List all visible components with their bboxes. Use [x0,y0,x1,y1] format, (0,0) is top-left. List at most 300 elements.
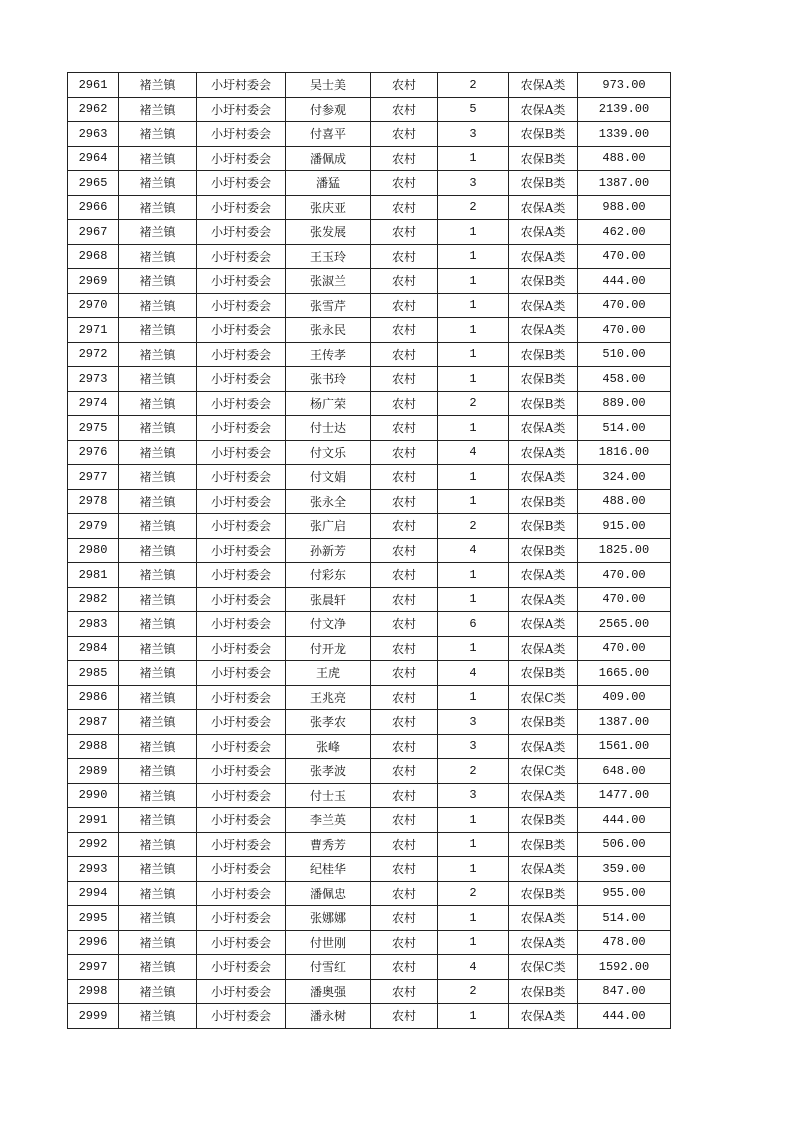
amount-cell: 506.00 [578,832,671,857]
amount-cell: 1561.00 [578,734,671,759]
household-type-cell: 农村 [371,661,438,686]
family-size-cell: 3 [438,783,509,808]
name-cell: 孙新芳 [286,538,371,563]
row-number-cell: 2993 [68,857,119,882]
category-cell: 农保A类 [509,930,578,955]
row-number-cell: 2971 [68,318,119,343]
family-size-cell: 1 [438,808,509,833]
row-number-cell: 2972 [68,342,119,367]
table-row [68,955,671,980]
town-cell: 褚兰镇 [119,710,197,735]
family-size-cell: 4 [438,661,509,686]
row-number-cell: 2978 [68,489,119,514]
village-committee-cell: 小圩村委会 [197,73,286,98]
name-cell: 王传孝 [286,342,371,367]
name-cell: 张永民 [286,318,371,343]
town-cell: 褚兰镇 [119,73,197,98]
category-cell: 农保B类 [509,489,578,514]
village-committee-cell: 小圩村委会 [197,710,286,735]
table-row [68,220,671,245]
row-number-cell: 2964 [68,146,119,171]
town-cell: 褚兰镇 [119,122,197,147]
household-type-cell: 农村 [371,146,438,171]
town-cell: 褚兰镇 [119,293,197,318]
amount-cell: 458.00 [578,367,671,392]
amount-cell: 2139.00 [578,97,671,122]
family-size-cell: 1 [438,367,509,392]
name-cell: 潘佩忠 [286,881,371,906]
category-cell: 农保A类 [509,612,578,637]
town-cell: 褚兰镇 [119,171,197,196]
row-number-cell: 2977 [68,465,119,490]
row-number-cell: 2976 [68,440,119,465]
household-type-cell: 农村 [371,906,438,931]
village-committee-cell: 小圩村委会 [197,808,286,833]
category-cell: 农保A类 [509,734,578,759]
category-cell: 农保A类 [509,440,578,465]
category-cell: 农保B类 [509,979,578,1004]
village-committee-cell: 小圩村委会 [197,955,286,980]
amount-cell: 470.00 [578,636,671,661]
village-committee-cell: 小圩村委会 [197,906,286,931]
town-cell: 褚兰镇 [119,587,197,612]
town-cell: 褚兰镇 [119,391,197,416]
amount-cell: 444.00 [578,808,671,833]
name-cell: 王虎 [286,661,371,686]
family-size-cell: 1 [438,416,509,441]
town-cell: 褚兰镇 [119,367,197,392]
family-size-cell: 4 [438,538,509,563]
name-cell: 张广启 [286,514,371,539]
household-type-cell: 农村 [371,857,438,882]
amount-cell: 1665.00 [578,661,671,686]
household-type-cell: 农村 [371,612,438,637]
category-cell: 农保B类 [509,342,578,367]
row-number-cell: 2991 [68,808,119,833]
town-cell: 褚兰镇 [119,759,197,784]
table-row [68,269,671,294]
amount-cell: 470.00 [578,563,671,588]
category-cell: 农保A类 [509,293,578,318]
town-cell: 褚兰镇 [119,685,197,710]
table-row [68,146,671,171]
category-cell: 农保A类 [509,220,578,245]
amount-cell: 1387.00 [578,171,671,196]
name-cell: 付文娟 [286,465,371,490]
category-cell: 农保B类 [509,881,578,906]
village-committee-cell: 小圩村委会 [197,881,286,906]
amount-cell: 514.00 [578,906,671,931]
town-cell: 褚兰镇 [119,930,197,955]
category-cell: 农保B类 [509,146,578,171]
village-committee-cell: 小圩村委会 [197,489,286,514]
name-cell: 付雪红 [286,955,371,980]
row-number-cell: 2973 [68,367,119,392]
row-number-cell: 2962 [68,97,119,122]
town-cell: 褚兰镇 [119,269,197,294]
amount-cell: 847.00 [578,979,671,1004]
row-number-cell: 2999 [68,1004,119,1029]
name-cell: 付参观 [286,97,371,122]
family-size-cell: 1 [438,930,509,955]
village-committee-cell: 小圩村委会 [197,244,286,269]
household-type-cell: 农村 [371,538,438,563]
town-cell: 褚兰镇 [119,734,197,759]
row-number-cell: 2966 [68,195,119,220]
category-cell: 农保A类 [509,857,578,882]
row-number-cell: 2988 [68,734,119,759]
table-row [68,881,671,906]
town-cell: 褚兰镇 [119,636,197,661]
name-cell: 张孝农 [286,710,371,735]
village-committee-cell: 小圩村委会 [197,636,286,661]
family-size-cell: 2 [438,759,509,784]
table-row [68,391,671,416]
village-committee-cell: 小圩村委会 [197,930,286,955]
household-type-cell: 农村 [371,832,438,857]
village-committee-cell: 小圩村委会 [197,734,286,759]
name-cell: 付喜平 [286,122,371,147]
category-cell: 农保C类 [509,685,578,710]
family-size-cell: 2 [438,514,509,539]
table-row [68,832,671,857]
town-cell: 褚兰镇 [119,465,197,490]
household-type-cell: 农村 [371,122,438,147]
amount-cell: 915.00 [578,514,671,539]
amount-cell: 1387.00 [578,710,671,735]
town-cell: 褚兰镇 [119,563,197,588]
name-cell: 王玉玲 [286,244,371,269]
town-cell: 褚兰镇 [119,195,197,220]
household-type-cell: 农村 [371,881,438,906]
category-cell: 农保B类 [509,808,578,833]
household-type-cell: 农村 [371,391,438,416]
amount-cell: 514.00 [578,416,671,441]
household-type-cell: 农村 [371,318,438,343]
amount-cell: 488.00 [578,489,671,514]
row-number-cell: 2983 [68,612,119,637]
category-cell: 农保C类 [509,955,578,980]
town-cell: 褚兰镇 [119,857,197,882]
table-row [68,342,671,367]
row-number-cell: 2992 [68,832,119,857]
village-committee-cell: 小圩村委会 [197,979,286,1004]
village-committee-cell: 小圩村委会 [197,318,286,343]
family-size-cell: 4 [438,955,509,980]
household-type-cell: 农村 [371,269,438,294]
family-size-cell: 1 [438,563,509,588]
household-type-cell: 农村 [371,563,438,588]
row-number-cell: 2974 [68,391,119,416]
category-cell: 农保B类 [509,391,578,416]
family-size-cell: 1 [438,1004,509,1029]
category-cell: 农保B类 [509,367,578,392]
village-committee-cell: 小圩村委会 [197,440,286,465]
table-row [68,318,671,343]
category-cell: 农保B类 [509,122,578,147]
name-cell: 潘佩成 [286,146,371,171]
household-type-cell: 农村 [371,97,438,122]
row-number-cell: 2979 [68,514,119,539]
row-number-cell: 2969 [68,269,119,294]
amount-cell: 648.00 [578,759,671,784]
household-type-cell: 农村 [371,244,438,269]
town-cell: 褚兰镇 [119,146,197,171]
row-number-cell: 2994 [68,881,119,906]
family-size-cell: 1 [438,146,509,171]
category-cell: 农保B类 [509,710,578,735]
village-committee-cell: 小圩村委会 [197,759,286,784]
row-number-cell: 2997 [68,955,119,980]
table-row [68,930,671,955]
family-size-cell: 2 [438,881,509,906]
row-number-cell: 2968 [68,244,119,269]
row-number-cell: 2981 [68,563,119,588]
amount-cell: 1339.00 [578,122,671,147]
row-number-cell: 2984 [68,636,119,661]
family-size-cell: 1 [438,587,509,612]
row-number-cell: 2996 [68,930,119,955]
table-row [68,587,671,612]
table-row [68,636,671,661]
amount-cell: 470.00 [578,293,671,318]
name-cell: 吴士美 [286,73,371,98]
category-cell: 农保B类 [509,171,578,196]
family-size-cell: 4 [438,440,509,465]
table-body [68,73,671,1029]
amount-cell: 470.00 [578,318,671,343]
family-size-cell: 6 [438,612,509,637]
household-type-cell: 农村 [371,367,438,392]
name-cell: 曹秀芳 [286,832,371,857]
town-cell: 褚兰镇 [119,808,197,833]
town-cell: 褚兰镇 [119,955,197,980]
table-row [68,710,671,735]
town-cell: 褚兰镇 [119,612,197,637]
table-row [68,440,671,465]
category-cell: 农保A类 [509,465,578,490]
table-row [68,906,671,931]
category-cell: 农保B类 [509,538,578,563]
town-cell: 褚兰镇 [119,244,197,269]
table-row [68,661,671,686]
category-cell: 农保A类 [509,1004,578,1029]
table-row [68,808,671,833]
row-number-cell: 2975 [68,416,119,441]
category-cell: 农保A类 [509,587,578,612]
name-cell: 潘奥强 [286,979,371,1004]
town-cell: 褚兰镇 [119,440,197,465]
row-number-cell: 2998 [68,979,119,1004]
household-type-cell: 农村 [371,73,438,98]
village-committee-cell: 小圩村委会 [197,293,286,318]
name-cell: 王兆亮 [286,685,371,710]
town-cell: 褚兰镇 [119,538,197,563]
family-size-cell: 1 [438,293,509,318]
amount-cell: 409.00 [578,685,671,710]
amount-cell: 955.00 [578,881,671,906]
household-type-cell: 农村 [371,220,438,245]
name-cell: 张淑兰 [286,269,371,294]
village-committee-cell: 小圩村委会 [197,195,286,220]
row-number-cell: 2985 [68,661,119,686]
household-type-cell: 农村 [371,783,438,808]
town-cell: 褚兰镇 [119,489,197,514]
row-number-cell: 2967 [68,220,119,245]
name-cell: 张永全 [286,489,371,514]
village-committee-cell: 小圩村委会 [197,1004,286,1029]
town-cell: 褚兰镇 [119,416,197,441]
name-cell: 张峰 [286,734,371,759]
category-cell: 农保A类 [509,318,578,343]
village-committee-cell: 小圩村委会 [197,612,286,637]
category-cell: 农保A类 [509,73,578,98]
village-committee-cell: 小圩村委会 [197,342,286,367]
name-cell: 李兰英 [286,808,371,833]
name-cell: 付世刚 [286,930,371,955]
family-size-cell: 2 [438,979,509,1004]
town-cell: 褚兰镇 [119,881,197,906]
table-row [68,293,671,318]
table-row [68,367,671,392]
name-cell: 纪桂华 [286,857,371,882]
amount-cell: 324.00 [578,465,671,490]
name-cell: 张雪芹 [286,293,371,318]
amount-cell: 470.00 [578,244,671,269]
amount-cell: 1477.00 [578,783,671,808]
category-cell: 农保A类 [509,244,578,269]
village-committee-cell: 小圩村委会 [197,416,286,441]
amount-cell: 1825.00 [578,538,671,563]
family-size-cell: 1 [438,906,509,931]
household-type-cell: 农村 [371,979,438,1004]
town-cell: 褚兰镇 [119,514,197,539]
amount-cell: 444.00 [578,269,671,294]
village-committee-cell: 小圩村委会 [197,661,286,686]
table-row [68,73,671,98]
table-row [68,1004,671,1029]
row-number-cell: 2980 [68,538,119,563]
amount-cell: 470.00 [578,587,671,612]
amount-cell: 1816.00 [578,440,671,465]
category-cell: 农保B类 [509,661,578,686]
town-cell: 褚兰镇 [119,979,197,1004]
table-row [68,685,671,710]
household-type-cell: 农村 [371,195,438,220]
town-cell: 褚兰镇 [119,97,197,122]
village-committee-cell: 小圩村委会 [197,514,286,539]
amount-cell: 2565.00 [578,612,671,637]
town-cell: 褚兰镇 [119,661,197,686]
town-cell: 褚兰镇 [119,342,197,367]
family-size-cell: 2 [438,391,509,416]
category-cell: 农保A类 [509,636,578,661]
row-number-cell: 2982 [68,587,119,612]
village-committee-cell: 小圩村委会 [197,538,286,563]
amount-cell: 478.00 [578,930,671,955]
village-committee-cell: 小圩村委会 [197,465,286,490]
village-committee-cell: 小圩村委会 [197,220,286,245]
household-type-cell: 农村 [371,930,438,955]
table-row [68,195,671,220]
amount-cell: 973.00 [578,73,671,98]
table-row [68,563,671,588]
household-type-cell: 农村 [371,171,438,196]
village-committee-cell: 小圩村委会 [197,146,286,171]
category-cell: 农保C类 [509,759,578,784]
category-cell: 农保A类 [509,783,578,808]
family-size-cell: 1 [438,342,509,367]
table-row [68,783,671,808]
row-number-cell: 2987 [68,710,119,735]
village-committee-cell: 小圩村委会 [197,685,286,710]
town-cell: 褚兰镇 [119,1004,197,1029]
family-size-cell: 3 [438,710,509,735]
table-row [68,979,671,1004]
name-cell: 张娜娜 [286,906,371,931]
town-cell: 褚兰镇 [119,220,197,245]
category-cell: 农保A类 [509,416,578,441]
household-type-cell: 农村 [371,955,438,980]
family-size-cell: 2 [438,195,509,220]
name-cell: 杨广荣 [286,391,371,416]
village-committee-cell: 小圩村委会 [197,832,286,857]
family-size-cell: 1 [438,318,509,343]
family-size-cell: 1 [438,465,509,490]
family-size-cell: 1 [438,685,509,710]
category-cell: 农保A类 [509,97,578,122]
table-row [68,612,671,637]
table-row [68,416,671,441]
household-type-cell: 农村 [371,587,438,612]
village-committee-cell: 小圩村委会 [197,783,286,808]
assistance-table [67,72,671,1029]
town-cell: 褚兰镇 [119,906,197,931]
name-cell: 张发展 [286,220,371,245]
name-cell: 张庆亚 [286,195,371,220]
household-type-cell: 农村 [371,416,438,441]
name-cell: 付士达 [286,416,371,441]
table-row [68,171,671,196]
village-committee-cell: 小圩村委会 [197,857,286,882]
row-number-cell: 2995 [68,906,119,931]
category-cell: 农保A类 [509,563,578,588]
household-type-cell: 农村 [371,489,438,514]
household-type-cell: 农村 [371,440,438,465]
household-type-cell: 农村 [371,514,438,539]
name-cell: 付文乐 [286,440,371,465]
row-number-cell: 2965 [68,171,119,196]
row-number-cell: 2990 [68,783,119,808]
category-cell: 农保A类 [509,906,578,931]
household-type-cell: 农村 [371,293,438,318]
amount-cell: 359.00 [578,857,671,882]
table-row [68,489,671,514]
town-cell: 褚兰镇 [119,318,197,343]
family-size-cell: 1 [438,857,509,882]
village-committee-cell: 小圩村委会 [197,587,286,612]
household-type-cell: 农村 [371,1004,438,1029]
household-type-cell: 农村 [371,808,438,833]
town-cell: 褚兰镇 [119,832,197,857]
name-cell: 张书玲 [286,367,371,392]
amount-cell: 988.00 [578,195,671,220]
table-row [68,759,671,784]
name-cell: 付士玉 [286,783,371,808]
family-size-cell: 1 [438,244,509,269]
amount-cell: 510.00 [578,342,671,367]
name-cell: 张孝波 [286,759,371,784]
